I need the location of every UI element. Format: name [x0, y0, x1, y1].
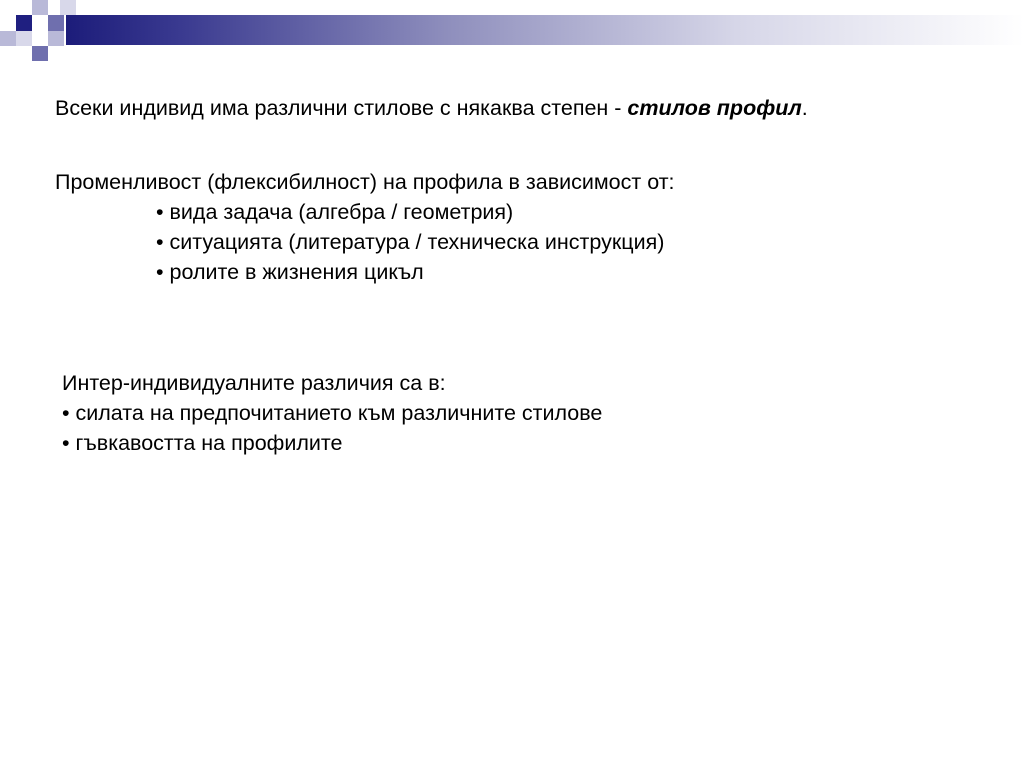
paragraph-inter-individual	[62, 368, 602, 458]
paragraph-punctuation: .	[801, 96, 808, 120]
paragraph-heading: Интер-индивидуалните различия са в:	[62, 371, 446, 395]
list-item: • вида задача (алгебра / геометрия)	[156, 200, 514, 224]
decor-square	[32, 0, 48, 15]
paragraph-text: Всеки индивид има различни стилове с някаква степен -	[55, 96, 628, 120]
decor-square	[0, 31, 16, 46]
decor-square	[60, 0, 76, 15]
paragraph-heading: Променливост (флексибилност) на профила в зависимост от:	[55, 170, 675, 194]
list-item: • силата на предпочитанието към различните стилове	[62, 401, 603, 425]
decor-square	[32, 46, 48, 61]
decor-square	[16, 31, 32, 46]
paragraph-flexibility	[55, 167, 675, 287]
header-decoration	[0, 0, 1024, 70]
decor-square	[48, 15, 64, 31]
list-item: • гъвкавостта на профилите	[62, 431, 343, 455]
emphasis-term: стилов профил	[627, 96, 802, 120]
header-gradient-bar	[66, 15, 1024, 45]
decor-square	[48, 31, 64, 46]
paragraph-style-profile	[55, 93, 808, 123]
list-item: • ролите в жизнения цикъл	[156, 260, 424, 284]
decor-square	[16, 15, 32, 31]
list-item: • ситуацията (литература / техническа инструкция)	[156, 230, 665, 254]
